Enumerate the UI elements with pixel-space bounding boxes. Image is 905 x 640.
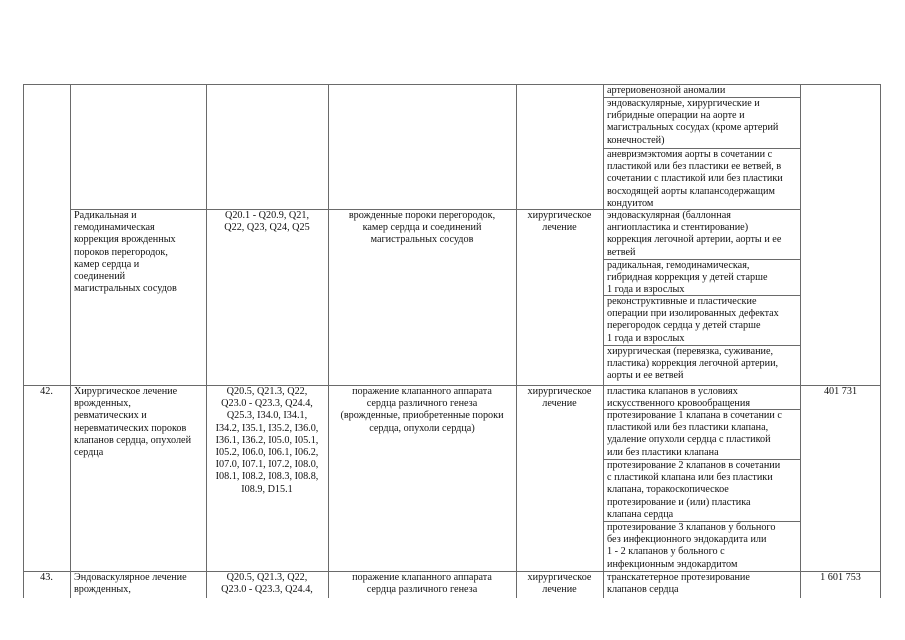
treatment-cell: эндоваскулярные, хирургические и гибридные операции на аорте и магистральных сосудах (кроме артерий конечностей) [607,98,779,146]
col-border [70,84,71,598]
row-number-cell: 43. [40,572,53,583]
treatment-cell: аневризмэктомия аорты в сочетании с пластикой или без пластики ее ветвей, в сочетании с пластикой или без пластики восходящей аорты клапансодержащим кондуитом [607,149,783,209]
treatment-cell: протезирование 3 клапанов у больного без инфекционного эндокардита или 1 - 2 клапанов у больного с инфекционным эндокардитом [607,522,776,570]
col-border [880,84,881,598]
profile-name-cell: Радикальная и гемодинамическая коррекция врожденных пороков перегородок, камер сердца и соединений магистральных сосудов [74,210,177,295]
treatment-cell: реконструктивные и пластические операции при изолированных дефектах перегородок сердца у детей старше 1 года и взрослых [607,296,779,344]
treatment-cell: пластика клапанов в условиях искусственного кровообращения [607,386,751,410]
icd-codes-cell: Q20.1 - Q20.9, Q21, Q22, Q23, Q24, Q25 [224,210,310,234]
col-border [23,84,24,598]
col-border [800,84,801,598]
profile-name-cell: Хирургическое лечение врожденных, ревматических и неревматических пороков клапанов сердца, опухолей сердца [74,386,192,459]
patient-model-cell: поражение клапанного аппарата сердца различного генеза [352,572,492,596]
icd-codes-cell: Q20.5, Q21.3, Q22, Q23.0 - Q23.3, Q24.4, [221,572,313,596]
row-number-cell: 42. [40,386,53,397]
cost-cell: 401 731 [823,386,858,397]
patient-model-cell: поражение клапанного аппарата сердца различного генеза (врожденные, приобретенные пороки сердца, опухоли сердца) [340,386,504,434]
treatment-type-cell: хирургическое лечение [527,386,592,410]
treatment-cell: радикальная, гемодинамическая, гибридная коррекция у детей старше 1 года и взрослых [607,260,768,296]
icd-codes-cell: Q20.5, Q21.3, Q22, Q23.0 - Q23.3, Q24.4, Q25.3, I34.0, I34.1, I34.2, I35.1, I35.2, I36.0, I36.1, I36.2, I05.0, I05.1, I05.2, I06.0, I06.1, I06.2, I07.0, I07.1, I07.2, I08.0, I08.1, I08.2, I08.3, I08.8, I08.9, D15.1 [215,386,319,495]
treatment-cell: протезирование 1 клапана в сочетании с пластикой или без пластики клапана, удаление опухоли сердца с пластикой или без пластики клапана [607,410,782,458]
treatment-cell: транскатетерное протезирование клапанов сердца [607,572,750,596]
treatment-type-cell: хирургическое лечение [527,572,592,596]
profile-name-cell: Эндоваскулярное лечение врожденных, [74,572,187,596]
col-border [206,84,207,598]
col-border [516,84,517,598]
col-border [328,84,329,598]
cost-cell: 1 601 753 [820,572,861,583]
treatment-type-cell: хирургическое лечение [527,210,592,234]
treatment-cell: протезирование 2 клапанов в сочетании с пластикой клапана или без пластики клапана, торакоскопическое протезирование и (или) пластика клапана сердца [607,460,781,520]
patient-model-cell: врожденные пороки перегородок, камер сердца и соединений магистральных сосудов [348,210,496,246]
treatment-cell: эндоваскулярная (баллонная ангиопластика и стентирование) коррекция легочной артерии, аорты и ее ветвей [607,210,782,258]
treatment-cell: артериовенозной аномалии [607,85,726,96]
treatment-cell: хирургическая (перевязка, суживание, пластика) коррекция легочной артерии, аорты и ее ветвей [607,346,779,382]
